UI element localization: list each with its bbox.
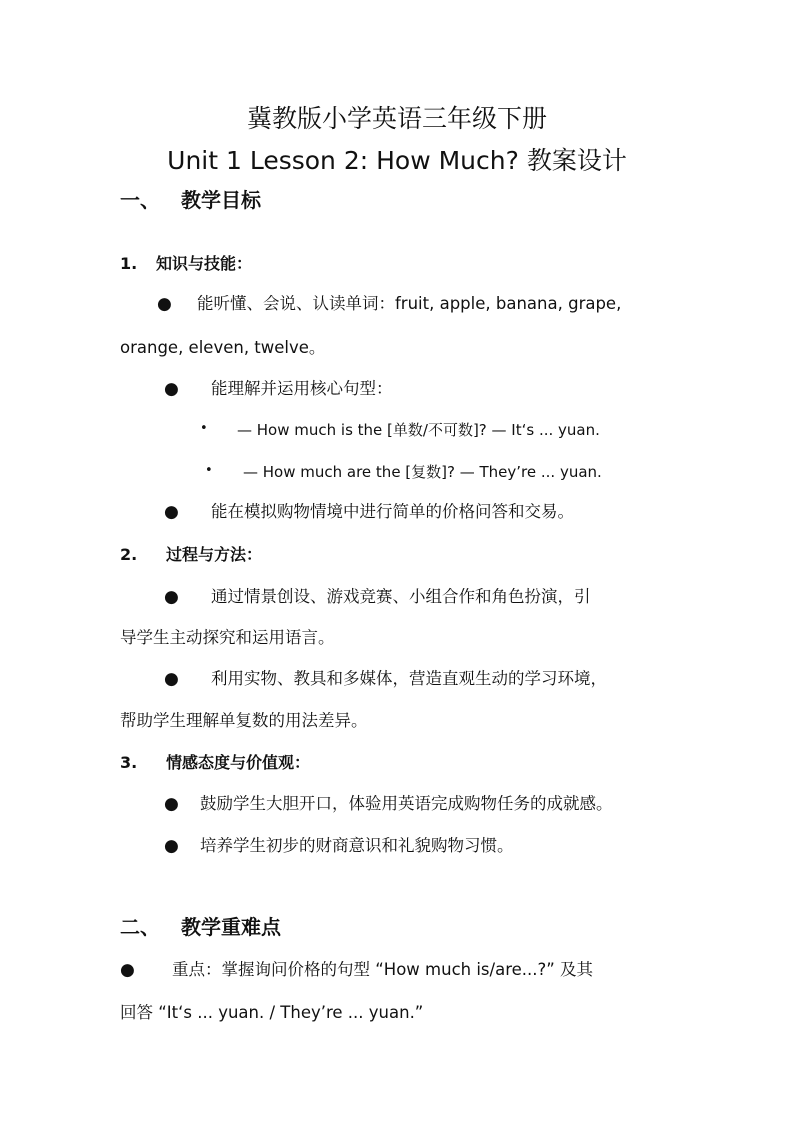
attitude-financial: 培养学生初步的财商意识和礼貌购物习惯。 bbox=[200, 836, 514, 855]
process-activities-line2: 导学生主动探究和运用语言。 bbox=[120, 628, 335, 647]
attitude-encourage: 鼓励学生大胆开口，体验用英语完成购物任务的成就感。 bbox=[200, 794, 613, 813]
sub3-heading: 情感态度与价值观： bbox=[166, 753, 311, 772]
sub1-heading: 知识与技能： bbox=[156, 254, 253, 273]
bullet-icon: ● bbox=[164, 379, 179, 399]
process-media-line1: 利用实物、教具和多媒体，营造直观生动的学习环境， bbox=[211, 669, 607, 688]
section2-number: 二、 bbox=[120, 915, 160, 939]
bullet-icon: ● bbox=[164, 502, 179, 522]
key-point-line1: 重点：掌握询问价格的句型 “How much is/are...?” 及其 bbox=[172, 960, 594, 979]
objective-vocab-line1: 能听懂、会说、认读单词：fruit, apple, banana, grape, bbox=[197, 294, 622, 313]
bullet-icon: ● bbox=[164, 794, 179, 814]
bullet-icon: ● bbox=[164, 836, 179, 856]
pattern-plural: — How much are the [复数]? — They’re ... yuan. bbox=[243, 463, 602, 481]
section1-heading: 教学目标 bbox=[181, 188, 261, 212]
dot-icon: • bbox=[200, 421, 208, 436]
process-media-line2: 帮助学生理解单复数的用法差异。 bbox=[120, 711, 368, 730]
pattern-singular: — How much is the [单数/不可数]? — It‘s ... yuan. bbox=[237, 421, 600, 439]
section2-heading: 教学重难点 bbox=[181, 915, 281, 939]
dot-icon: • bbox=[205, 463, 213, 478]
sub1-number: 1. bbox=[120, 254, 138, 273]
bullet-icon: ● bbox=[164, 587, 179, 607]
document-subtitle: Unit 1 Lesson 2: How Much? 教案设计 bbox=[167, 146, 627, 175]
process-activities-line1: 通过情景创设、游戏竞赛、小组合作和角色扮演，引 bbox=[211, 587, 591, 606]
sub2-number: 2. bbox=[120, 545, 138, 564]
sub3-number: 3. bbox=[120, 753, 138, 772]
bullet-icon: ● bbox=[157, 294, 172, 314]
objective-vocab-line2: orange, eleven, twelve。 bbox=[120, 338, 326, 357]
objective-sentence-patterns: 能理解并运用核心句型： bbox=[211, 379, 393, 398]
sub2-heading: 过程与方法： bbox=[166, 545, 263, 564]
document-title: 冀教版小学英语三年级下册 bbox=[246, 104, 547, 133]
bullet-icon: ● bbox=[120, 960, 135, 980]
objective-shopping: 能在模拟购物情境中进行简单的价格问答和交易。 bbox=[211, 502, 574, 521]
bullet-icon: ● bbox=[164, 669, 179, 689]
key-point-line2: 回答 “It‘s ... yuan. / They’re ... yuan.” bbox=[120, 1003, 424, 1022]
section1-number: 一、 bbox=[120, 188, 160, 212]
